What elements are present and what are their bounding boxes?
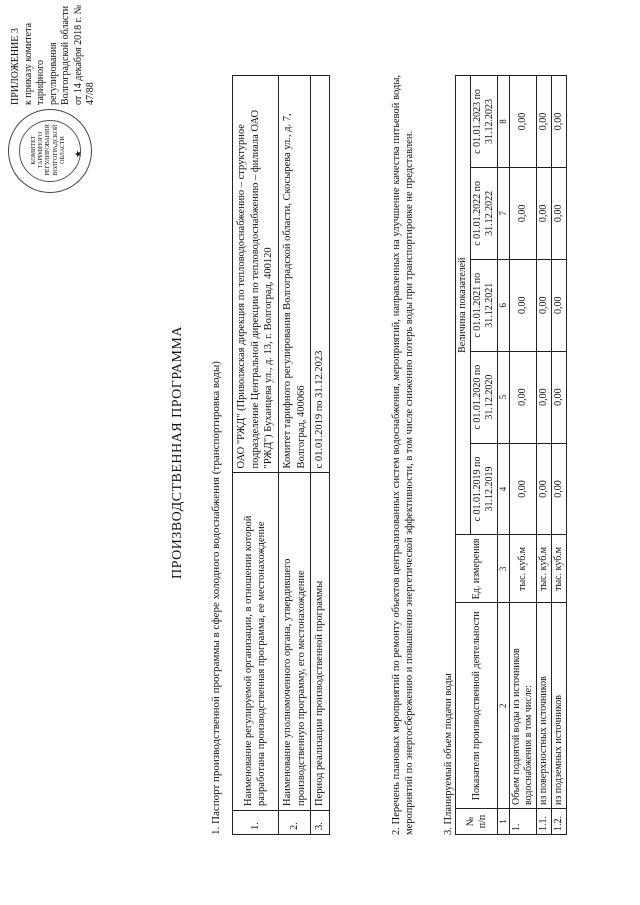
column-number: 1 (498, 809, 510, 835)
row-value: 0,00 (551, 443, 566, 535)
row-unit: тыс. куб.м (509, 535, 536, 603)
row-value: 0,00 (509, 76, 536, 168)
row-num: 1.1. (536, 809, 551, 835)
column-number: 3 (498, 535, 510, 603)
column-number-row (498, 76, 510, 835)
passport-row (233, 76, 279, 835)
table-row (551, 76, 566, 835)
row-value: 0,00 (509, 167, 536, 259)
column-number: 7 (498, 167, 510, 259)
section-1-heading: 1. Паспорт производственной программы в сфере холодного водоснабжения (транспортировка воды) (210, 361, 222, 835)
row-unit: тыс. куб.м (551, 535, 566, 603)
appendix-line-3: Волгоградской области (60, 5, 71, 105)
row-num: 1.2. (551, 809, 566, 835)
header-period: с 01.01.2022 по 31.12.2022 (471, 167, 498, 259)
row-num: 1. (509, 809, 536, 835)
row-indicator: Объем поднятой воды из источников водоснабжения в том числе: (509, 603, 536, 809)
row-value: 0,00 (536, 167, 551, 259)
header-period: с 01.01.2023 по 31.12.2023 (471, 76, 498, 168)
row-value: 0,00 (536, 76, 551, 168)
appendix-line-2: к приказу комитета тарифного регулирования (22, 22, 59, 105)
row-value: 0,00 (551, 259, 566, 351)
header-period: с 01.01.2020 по 31.12.2020 (471, 351, 498, 443)
column-number: 2 (498, 603, 510, 809)
row-value: 0,00 (509, 351, 536, 443)
passport-row-value: ОАО "РЖД" (Приволжская дирекция по тепловодоснабжению – структурное подразделение Центральной дирекции по тепловодоснабжению – филиала ОАО "РЖД") Буханцева ул., д. 13, г. Волгоград, 400120 (233, 76, 279, 473)
header-period: с 01.01.2019 по 31.12.2019 (471, 443, 498, 535)
passport-row-number: 1. (233, 811, 279, 835)
passport-row (278, 76, 310, 835)
appendix-line-4: от 14 декабря 2018 г. № 47/88 (72, 4, 96, 105)
table-row (536, 76, 551, 835)
appendix-block (10, 0, 98, 105)
page-title: ПРОИЗВОДСТВЕННАЯ ПРОГРАММА (170, 326, 185, 579)
header-period: с 01.01.2021 по 31.12.2021 (471, 259, 498, 351)
passport-table (232, 75, 330, 835)
row-value: 0,00 (536, 351, 551, 443)
official-stamp (8, 109, 92, 193)
appendix-line-1: ПРИЛОЖЕНИЕ 3 (10, 28, 21, 105)
passport-row-value: Комитет тарифного регулирования Волгоградской области, Скосырева ул., д. 7, Волгоград, 400066 (278, 76, 310, 473)
row-indicator: из подземных источников (551, 603, 566, 809)
header-group: Величина показателей (456, 76, 471, 535)
passport-row-label: Наименование уполномоченного органа, утвердившего производственную программу, его местонахождение (278, 473, 310, 811)
passport-row-value: с 01.01.2019 по 31.12.2023 (311, 76, 330, 473)
section-2-paragraph: 2. Перечень плановых мероприятий по ремонту объектов централизованных систем водоснабжения, мероприятий, направленных на улучшение качества питьевой воды, мероприятий по энергосбережению и повышению энергетической эффективности, в том числе снижению потерь воды при транспортировке не представлен. (391, 75, 416, 835)
passport-row-number: 3. (311, 811, 330, 835)
column-number: 8 (498, 76, 510, 168)
passport-row-number: 2. (278, 811, 310, 835)
header-num: № п/п (456, 809, 498, 835)
table-row (509, 76, 536, 835)
row-indicator: из поверхностных источников (536, 603, 551, 809)
water-volume-table (455, 75, 567, 835)
stamp-text: КОМИТЕТ ТАРИФНОГО РЕГУЛИРОВАНИЯ ВОЛГОГРАДСКОЙ ОБЛАСТИ (31, 124, 66, 176)
row-value: 0,00 (536, 259, 551, 351)
passport-row-label: Период реализации производственной программы (311, 473, 330, 811)
header-indicator: Показатели производственной деятельности (456, 603, 498, 809)
passport-row-label: Наименование регулируемой организации, в отношении которой разработана производственная программа, ее местонахождение (233, 473, 279, 811)
stamp-star-icon: ★ (73, 149, 83, 158)
header-unit: Ед. измерения (456, 535, 498, 603)
row-value: 0,00 (551, 167, 566, 259)
section-3-heading: 3. Планируемый объем подачи воды (443, 673, 454, 835)
passport-row (311, 76, 330, 835)
column-number: 5 (498, 351, 510, 443)
row-value: 0,00 (551, 76, 566, 168)
row-unit: тыс. куб.м (536, 535, 551, 603)
column-number: 6 (498, 259, 510, 351)
column-number: 4 (498, 443, 510, 535)
row-value: 0,00 (509, 443, 536, 535)
table-header-row (456, 76, 471, 835)
row-value: 0,00 (551, 351, 566, 443)
row-value: 0,00 (536, 443, 551, 535)
row-value: 0,00 (509, 259, 536, 351)
